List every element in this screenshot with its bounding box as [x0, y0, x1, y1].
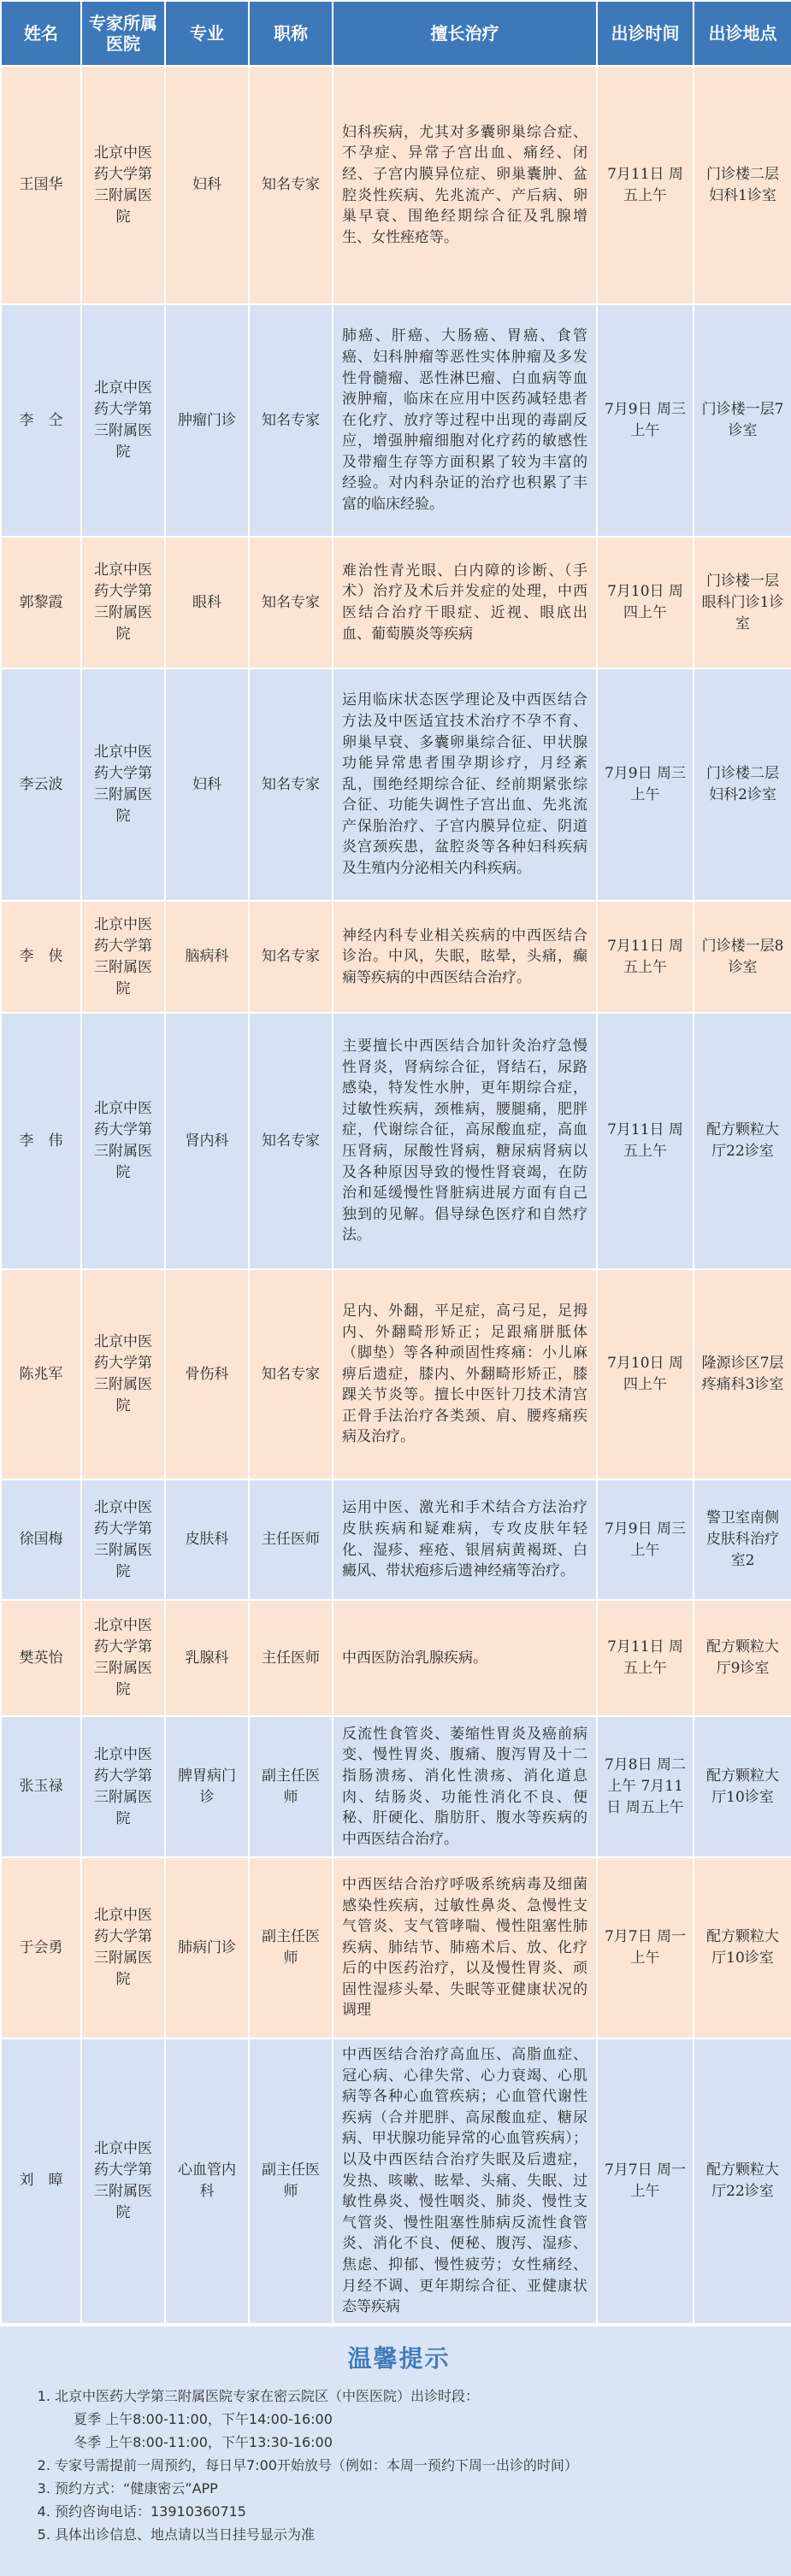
hospital: 北京中医药大学第三附属医院	[81, 304, 165, 537]
visit-time: 7月9日 周三上午	[597, 304, 694, 537]
doctor-name: 张玉禄	[1, 1716, 81, 1857]
doctor-title: 主任医师	[249, 1600, 333, 1716]
hospital: 北京中医药大学第三附属医院	[81, 2038, 165, 2324]
doctor-name: 李 伟	[1, 1013, 81, 1269]
department: 皮肤科	[165, 1479, 249, 1600]
visit-place: 门诊楼一层眼科门诊1诊室	[694, 537, 791, 668]
specialty: 神经内科专业相关疾病的中西医结合诊治。中风，失眠，眩晕，头痛，癫痫等疾病的中西医结合治疗。	[333, 901, 597, 1013]
visit-place: 配方颗粒大厅22诊室	[694, 2038, 791, 2324]
specialty: 运用临床状态医学理论及中西医结合方法及中医适宜技术治疗不孕不育、卵巢早衰、多囊卵巢综合征、甲状腺功能异常患者围孕期诊疗，月经紊乱，围绝经期综合征、经前期紧张综合征、功能失调性子宫出血、先兆流产保胎治疗、子宫内膜异位症、阴道炎宫颈疾患，盆腔炎等各种妇科疾病及生殖内分泌相关内科疾病。	[333, 668, 597, 901]
doctor-name: 樊英怡	[1, 1600, 81, 1716]
header-specialty: 擅长治疗	[333, 1, 597, 66]
doctor-name: 徐国梅	[1, 1479, 81, 1600]
visit-place: 配方颗粒大厅10诊室	[694, 1857, 791, 2038]
visit-place: 门诊楼一层8诊室	[694, 901, 791, 1013]
visit-place: 门诊楼二层妇科2诊室	[694, 668, 791, 901]
notice-list	[32, 2385, 765, 2546]
table-row	[1, 1857, 791, 2038]
department: 脾胃病门诊	[165, 1716, 249, 1857]
department: 妇科	[165, 66, 249, 304]
department: 妇科	[165, 668, 249, 901]
visit-place: 门诊楼二层妇科1诊室	[694, 66, 791, 304]
header-place: 出诊地点	[694, 1, 791, 66]
visit-time: 7月11日 周五上午	[597, 901, 694, 1013]
notice-item-text: 北京中医药大学第三附属医院专家在密云院区（中医医院）出诊时段：	[55, 2387, 480, 2404]
specialty: 中西医结合治疗呼吸系统病毒及细菌感染性疾病，过敏性鼻炎、急慢性支气管炎、支气管哮喘、慢性阻塞性肺疾病、肺结节、肺癌术后、放、化疗后的中医药治疗，以及慢性胃炎、顽固性湿疹头晕、失眠等亚健康状况的调理	[333, 1857, 597, 2038]
doctor-title: 知名专家	[249, 1269, 333, 1479]
table-row	[1, 66, 791, 304]
department: 心血管内科	[165, 2038, 249, 2324]
visit-time: 7月9日 周三上午	[597, 668, 694, 901]
specialty: 主要擅长中西医结合加针灸治疗急慢性肾炎，肾病综合征，肾结石，尿路感染，特发性水肿，更年期综合症，过敏性疾病，颈椎病，腰腿痛，肥胖症，代谢综合征，高尿酸血症，高血压肾病，尿酸性肾病，糖尿病肾病以及各种原因导致的慢性肾衰竭，在防治和延缓慢性肾脏病进展方面有自己独到的见解。倡导绿色医疗和自然疗法。	[333, 1013, 597, 1269]
hospital: 北京中医药大学第三附属医院	[81, 66, 165, 304]
visit-time: 7月9日 周三上午	[597, 1479, 694, 1600]
department: 眼科	[165, 537, 249, 668]
table-row	[1, 2038, 791, 2324]
doctor-name: 王国华	[1, 66, 81, 304]
visit-time: 7月11日 周五上午	[597, 1600, 694, 1716]
hospital: 北京中医药大学第三附属医院	[81, 1013, 165, 1269]
doctor-name: 李 侠	[1, 901, 81, 1013]
department: 乳腺科	[165, 1600, 249, 1716]
department: 肾内科	[165, 1013, 249, 1269]
table-row	[1, 537, 791, 668]
table-row	[1, 668, 791, 901]
department: 肿瘤门诊	[165, 304, 249, 537]
header-row	[1, 1, 791, 66]
visit-time: 7月7日 周一上午	[597, 2038, 694, 2324]
doctor-name: 李 仝	[1, 304, 81, 537]
summer-hours: 夏季 上午8:00-11:00，下午14:00-16:00	[74, 2410, 333, 2427]
notice-item	[55, 2385, 765, 2454]
header-hospital: 专家所属医院	[81, 1, 165, 66]
visit-time: 7月10日 周四上午	[597, 537, 694, 668]
specialty: 妇科疾病，尤其对多囊卵巢综合症、不孕症、异常子宫出血、痛经、闭经、子宫内膜异位症、卵巢囊肿、盆腔炎性疾病、先兆流产、产后病、卵巢早衰、围绝经期综合征及乳腺增生、女性痤疮等。	[333, 66, 597, 304]
doctor-title: 知名专家	[249, 537, 333, 668]
doctor-title: 知名专家	[249, 66, 333, 304]
visit-place: 隆源诊区7层疼痛科3诊室	[694, 1269, 791, 1479]
notice-item: 2. 专家号需提前一周预约，每日早7:00开始放号（例如：本周一预约下周一出诊的时间）	[55, 2454, 765, 2477]
specialty: 运用中医、激光和手术结合方法治疗皮肤疾病和疑难病，专攻皮肤年轻化、湿疹、痤疮、银屑病黄褐斑、白癜风、带状疱疹后遗神经痛等治疗。	[333, 1479, 597, 1600]
header-time: 出诊时间	[597, 1, 694, 66]
doctor-name: 于会勇	[1, 1857, 81, 2038]
hospital: 北京中医药大学第三附属医院	[81, 901, 165, 1013]
doctor-title: 主任医师	[249, 1479, 333, 1600]
doctor-name: 郭黎霞	[1, 537, 81, 668]
table-row	[1, 901, 791, 1013]
doctor-title: 副主任医师	[249, 1857, 333, 2038]
specialty: 难治性青光眼、白内障的诊断、（手术）治疗及术后并发症的处理，中西医结合治疗干眼症、近视、眼底出血、葡萄膜炎等疾病	[333, 537, 597, 668]
table-row	[1, 1013, 791, 1269]
hospital: 北京中医药大学第三附属医院	[81, 1479, 165, 1600]
header-title: 职称	[249, 1, 333, 66]
doctor-title: 知名专家	[249, 304, 333, 537]
visit-time: 7月7日 周一上午	[597, 1857, 694, 2038]
doctor-title: 知名专家	[249, 668, 333, 901]
specialty: 足内、外翻，平足症，高弓足，足拇内、外翻畸形矫正；足跟痛胼胝体（脚垫）等各种顽固性疼痛：小儿麻痹后遗症，膝内、外翻畸形矫正，膝踝关节炎等。擅长中医针刀技术清宫正骨手法治疗各类颈、肩、腰疼痛疾病及治疗。	[333, 1269, 597, 1479]
table-row	[1, 304, 791, 537]
hospital: 北京中医药大学第三附属医院	[81, 1857, 165, 2038]
doctor-title: 副主任医师	[249, 1716, 333, 1857]
notice-title: 温馨提示	[347, 2344, 451, 2373]
department: 脑病科	[165, 901, 249, 1013]
visit-place: 警卫室南侧皮肤科治疗室2	[694, 1479, 791, 1600]
table-row	[1, 1269, 791, 1479]
notice-item: 5. 具体出诊信息、地点请以当日挂号显示为准	[55, 2523, 765, 2546]
hospital: 北京中医药大学第三附属医院	[81, 1269, 165, 1479]
table-row	[1, 1479, 791, 1600]
visit-time: 7月11日 周五上午	[597, 1013, 694, 1269]
doctor-name: 陈兆军	[1, 1269, 81, 1479]
doctor-title: 知名专家	[249, 901, 333, 1013]
specialty: 中西医结合治疗高血压、高脂血症、冠心病、心律失常、心力衰竭、心肌病等各种心血管疾病；心血管代谢性疾病（合并肥胖、高尿酸血症、糖尿病、甲状腺功能异常的心血管疾病）；以及中西医结合治疗失眠及后遗症，发热、咳嗽、眩晕、头痛、失眠、过敏性鼻炎、慢性咽炎、肺炎、慢性支气管炎、慢性阻塞性肺病反流性食管炎、消化不良、便秘、腹泻、湿疹、焦虑、抑郁、慢性疲劳；女性痛经、月经不调、更年期综合征、亚健康状态等疾病	[333, 2038, 597, 2324]
doctor-name: 刘 暲	[1, 2038, 81, 2324]
specialty: 中西医防治乳腺疾病。	[333, 1600, 597, 1716]
doctor-name: 李云波	[1, 668, 81, 901]
visit-place: 配方颗粒大厅22诊室	[694, 1013, 791, 1269]
header-dept: 专业	[165, 1, 249, 66]
visit-place: 配方颗粒大厅10诊室	[694, 1716, 791, 1857]
hospital: 北京中医药大学第三附属医院	[81, 668, 165, 901]
hospital: 北京中医药大学第三附属医院	[81, 1716, 165, 1857]
notice-item: 4. 预约咨询电话：13910360715	[55, 2500, 765, 2523]
doctor-title: 知名专家	[249, 1013, 333, 1269]
specialty: 反流性食管炎、萎缩性胃炎及癌前病变、慢性胃炎、腹痛、腹泻胃及十二指肠溃疡、消化性溃疡、消化道息肉、结肠炎、功能性消化不良、便秘、肝硬化、脂肪肝、腹水等疾病的中西医结合治疗。	[333, 1716, 597, 1857]
visit-time: 7月8日 周二上午 7月11日 周五上午	[597, 1716, 694, 1857]
table-row	[1, 1716, 791, 1857]
department: 骨伤科	[165, 1269, 249, 1479]
hospital: 北京中医药大学第三附属医院	[81, 1600, 165, 1716]
winter-hours: 冬季 上午8:00-11:00，下午13:30-16:00	[74, 2433, 333, 2450]
notice-panel	[0, 2326, 791, 2576]
doctor-title: 副主任医师	[249, 2038, 333, 2324]
department: 肺病门诊	[165, 1857, 249, 2038]
hospital: 北京中医药大学第三附属医院	[81, 537, 165, 668]
visit-time: 7月11日 周五上午	[597, 66, 694, 304]
visit-place: 配方颗粒大厅9诊室	[694, 1600, 791, 1716]
visit-time: 7月10日 周四上午	[597, 1269, 694, 1479]
header-name: 姓名	[1, 1, 81, 66]
visit-place: 门诊楼一层7诊室	[694, 304, 791, 537]
notice-item: 3. 预约方式：“健康密云”APP	[55, 2477, 765, 2500]
specialty: 肺癌、肝癌、大肠癌、胃癌、食管癌、妇科肿瘤等恶性实体肿瘤及多发性骨髓瘤、恶性淋巴瘤、白血病等血液肿瘤，临床在应用中医药减轻患者在化疗、放疗等过程中出现的毒副反应，增强肿瘤细胞对化疗药的敏感性及带瘤生存等方面积累了较为丰富的经验。对内科杂证的治疗也积累了丰富的临床经验。	[333, 304, 597, 537]
table-row	[1, 1600, 791, 1716]
